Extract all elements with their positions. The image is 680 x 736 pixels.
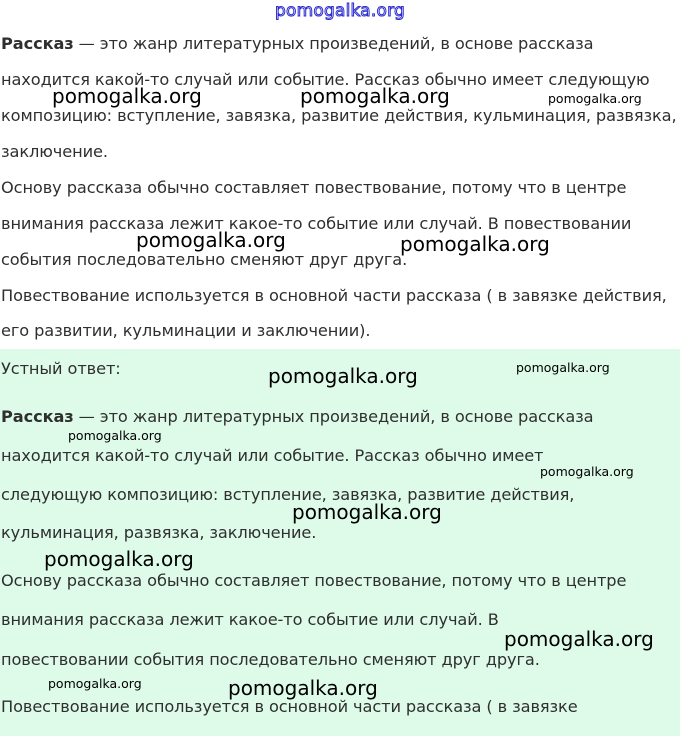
question-line: внимания рассказа лежит какое-то событие или случай. В повествовании [1, 214, 632, 233]
answer-line: Повествование используется в основной части рассказа ( в завязке [1, 697, 578, 716]
question-line: Повествование используется в основной части рассказа ( в завязке действия, [1, 286, 667, 305]
question-line: его развитии, кульминации и заключении). [1, 321, 371, 340]
watermark: pomogalka.org [136, 228, 286, 252]
watermark: pomogalka.org [504, 627, 654, 651]
answer-label: Устный ответ: [1, 359, 121, 378]
watermark: pomogalka.org [548, 91, 642, 106]
watermark: pomogalka.org [400, 232, 550, 256]
answer-line: следующую композицию: вступление, завязка, развитие действия, [1, 485, 575, 504]
question-line: находится какой-то случай или событие. Рассказ обычно имеет следующую [1, 70, 650, 89]
watermark: pomogalka.org [52, 84, 202, 108]
site-watermark: pomogalka.org [275, 1, 405, 21]
question-line: заключение. [1, 142, 108, 161]
answer-line: Рассказ — это жанр литературных произведений, в основе рассказа [1, 407, 594, 426]
answer-line: повествовании события последовательно сменяют друг друга. [1, 650, 540, 669]
answer-line: Основу рассказа обычно составляет повествование, потому что в центре [1, 571, 627, 590]
watermark: pomogalka.org [516, 360, 610, 375]
answer-line: кульминация, развязка, заключение. [1, 523, 317, 542]
question-line: события последовательно сменяют друг друга. [1, 250, 408, 269]
answer-line: внимания рассказа лежит какое-то событие или случай. В [1, 610, 499, 629]
question-line: Рассказ — это жанр литературных произведений, в основе рассказа [1, 34, 594, 53]
watermark: pomogalka.org [228, 676, 378, 700]
answer-line: находится какой-то случай или событие. Рассказ обычно имеет [1, 446, 544, 465]
watermark: pomogalka.org [540, 464, 634, 479]
question-line: Основу рассказа обычно составляет повествование, потому что в центре [1, 178, 627, 197]
watermark: pomogalka.org [44, 547, 194, 571]
question-line: композицию: вступление, завязка, развитие действия, кульминация, развязка, [1, 106, 677, 125]
watermark: pomogalka.org [48, 676, 142, 691]
watermark: pomogalka.org [292, 500, 442, 524]
watermark: pomogalka.org [300, 84, 450, 108]
watermark: pomogalka.org [268, 364, 418, 388]
watermark: pomogalka.org [68, 428, 162, 443]
